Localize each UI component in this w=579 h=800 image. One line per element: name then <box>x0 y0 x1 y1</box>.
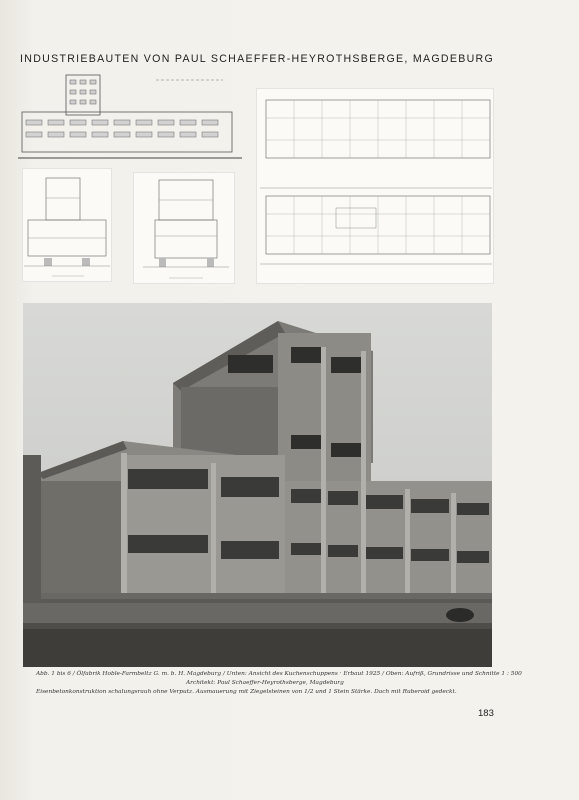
figure-caption <box>36 670 522 697</box>
section-drawing-1 <box>22 168 112 282</box>
building-photograph <box>23 303 492 667</box>
page-header: INDUSTRIEBAUTEN VON PAUL SCHAEFFER-HEYROTHSBERGE, MAGDEBURG <box>20 53 495 65</box>
elevation-drawing <box>18 72 244 162</box>
caption-line-1: Abb. 1 bis 6 / Ölfabrik Hoble-Farmbeltz G. m. b. H. Magdeburg / Unten: Ansicht des Kuchenschuppens · Erbaut 1925 / Oben: Aufriß, Grundrisse und Schnitte 1 : 500 <box>36 671 522 677</box>
caption-line-3: Eisenbetonkonstruktion schalungsrauh ohne Verputz. Ausmauerung mit Ziegelsteinen von 1/2 und 1 Stein Stärke. Dach mit Ruberoid gedeckt. <box>36 689 457 695</box>
page-number: 183 <box>478 708 494 719</box>
section-drawing-2 <box>133 172 235 284</box>
floor-plans <box>256 88 494 284</box>
caption-line-2: Architekt: Paul Schaeffer-Heyrothsberge, Magdeburg <box>186 680 344 686</box>
